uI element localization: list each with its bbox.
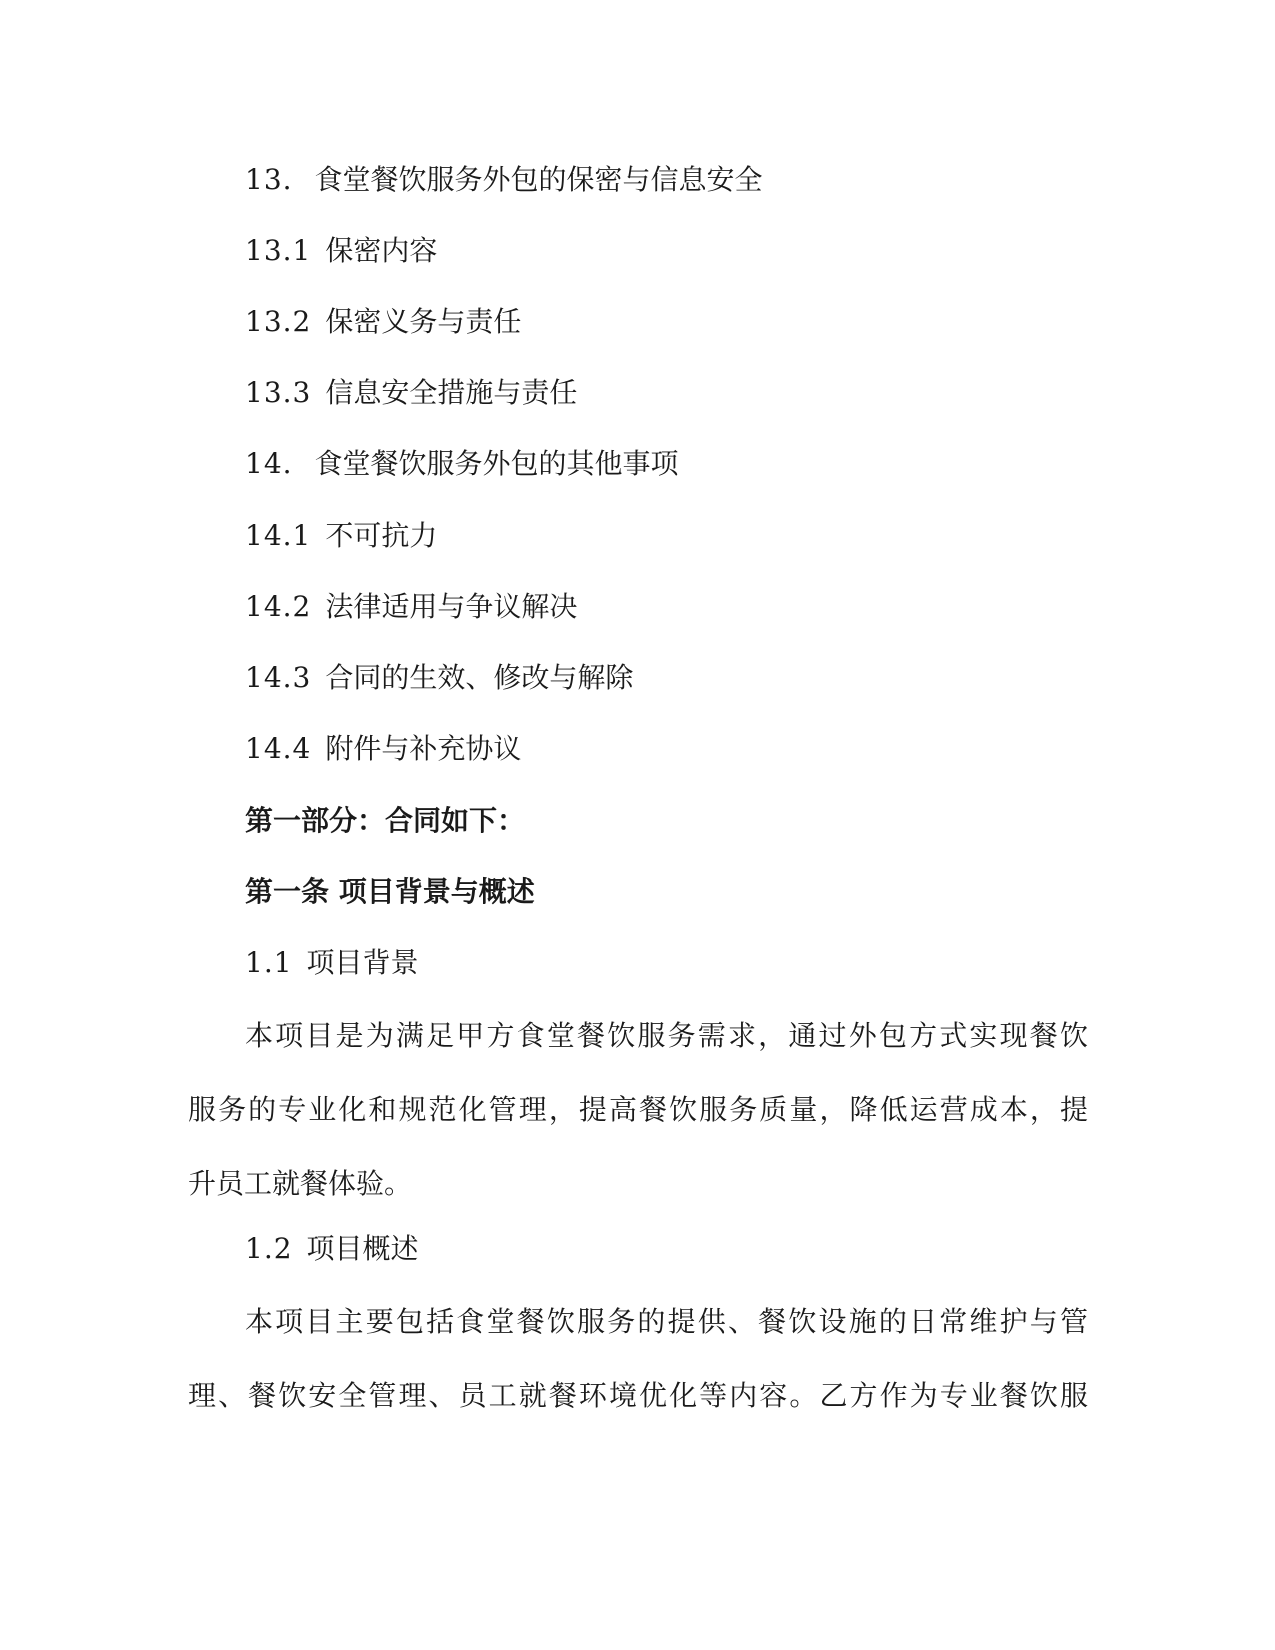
toc-item-title: 保密内容: [325, 234, 438, 267]
article-heading: 第一条 项目背景与概述: [245, 875, 535, 908]
toc-item-title: 合同的生效、修改与解除: [325, 661, 634, 694]
toc-item-14: [245, 446, 679, 482]
toc-item-title: 保密义务与责任: [325, 305, 522, 338]
section-title: 项目概述: [306, 1232, 419, 1265]
toc-item-13-1: [245, 233, 437, 269]
paragraph-line: 本项目是为满足甲方食堂餐饮服务需求，通过外包方式实现餐饮: [245, 1019, 1088, 1052]
paragraph-project-overview: [188, 1285, 1088, 1433]
toc-item-number: 13.: [245, 163, 293, 196]
toc-item-14-1: [245, 518, 437, 554]
toc-item-title: 食堂餐饮服务外包的其他事项: [314, 447, 679, 480]
paragraph-project-background: [188, 999, 1088, 1221]
toc-item-title: 信息安全措施与责任: [325, 376, 578, 409]
section-number: 1.2: [245, 1232, 293, 1265]
toc-item-13-3: [245, 375, 577, 411]
toc-item-number: 14.3: [245, 661, 312, 694]
toc-item-number: 14.1: [245, 519, 312, 552]
section-heading-1-2: [245, 1231, 419, 1267]
paragraph-line: 升员工就餐体验。: [188, 1167, 413, 1200]
toc-item-number: 14.: [245, 447, 293, 480]
toc-item-14-3: [245, 660, 633, 696]
section-heading-1-1: [245, 945, 419, 981]
paragraph-line: 理、餐饮安全管理、员工就餐环境优化等内容。乙方作为专业餐饮服: [188, 1379, 1088, 1412]
toc-item-number: 14.4: [245, 732, 312, 765]
toc-item-13: [245, 162, 763, 198]
toc-item-title: 食堂餐饮服务外包的保密与信息安全: [314, 163, 763, 196]
toc-item-number: 13.2: [245, 305, 312, 338]
toc-item-14-2: [245, 589, 577, 625]
toc-item-14-4: [245, 731, 521, 767]
toc-item-number: 14.2: [245, 590, 312, 623]
toc-item-number: 13.1: [245, 234, 312, 267]
toc-item-title: 附件与补充协议: [325, 732, 522, 765]
paragraph-line: 服务的专业化和规范化管理，提高餐饮服务质量，降低运营成本，提: [188, 1093, 1088, 1126]
section-title: 项目背景: [306, 946, 419, 979]
toc-item-title: 法律适用与争议解决: [325, 590, 578, 623]
toc-item-number: 13.3: [245, 376, 312, 409]
toc-item-13-2: [245, 304, 521, 340]
section-number: 1.1: [245, 946, 293, 979]
part-heading: 第一部分：合同如下：: [245, 804, 526, 837]
toc-item-title: 不可抗力: [325, 519, 438, 552]
paragraph-line: 本项目主要包括食堂餐饮服务的提供、餐饮设施的日常维护与管: [245, 1305, 1088, 1338]
